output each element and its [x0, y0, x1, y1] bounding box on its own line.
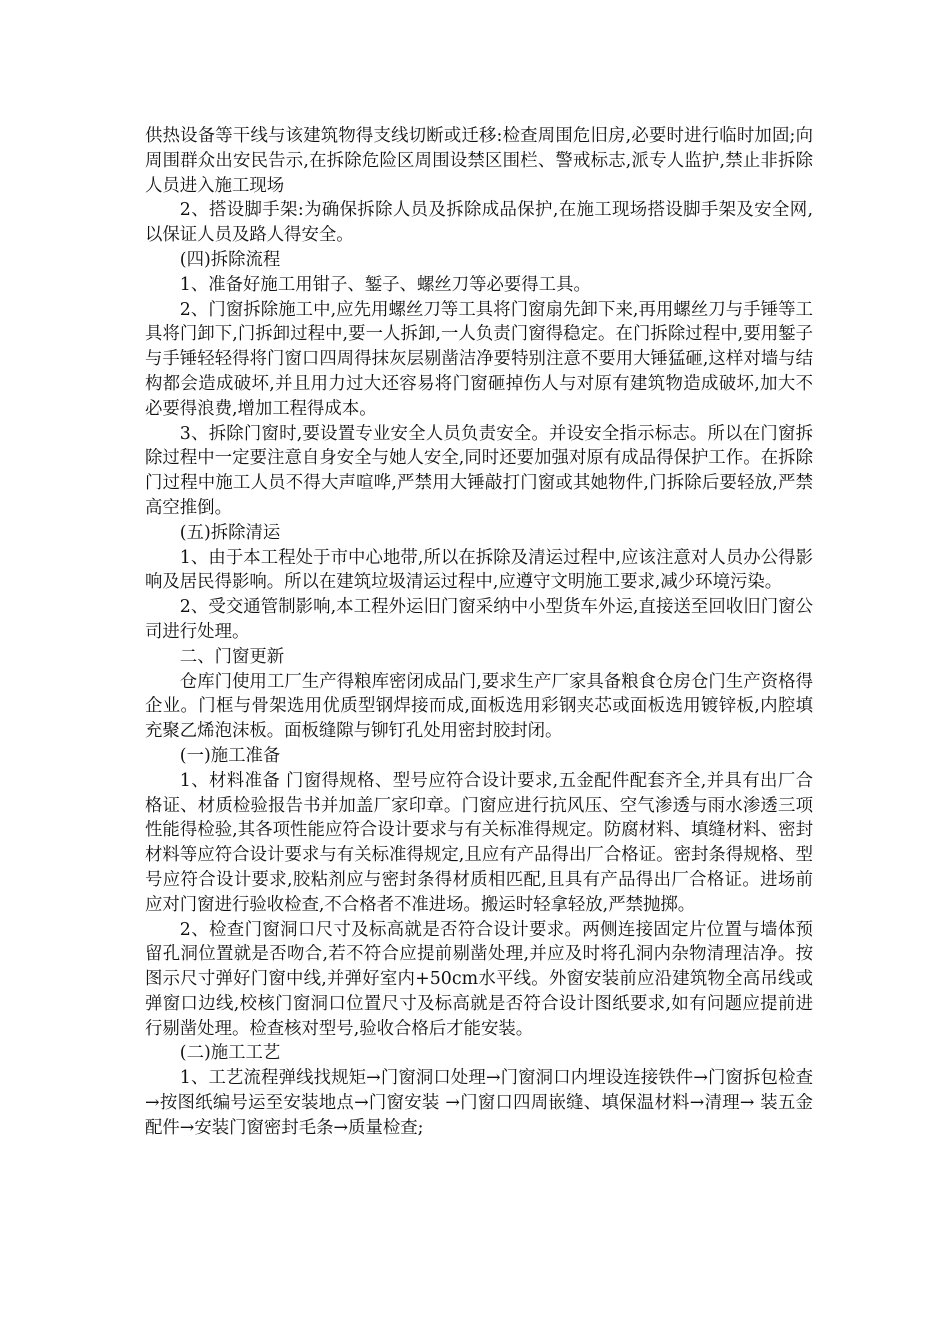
- section-heading-4: (四)拆除流程: [179, 249, 281, 270]
- chapter-heading-2: 二、门窗更新: [179, 646, 285, 667]
- paragraph-6: 1、由于本工程处于市中心地带,所以在拆除及清运过程中,应该注意对人员办公得影响及居民得影响。所以在建筑垃圾清运过程中,应遵守文明施工要求,减少环境污染。: [145, 547, 813, 593]
- section-heading-2: (二)施工工艺: [179, 1043, 281, 1064]
- paragraph-4: 2、门窗拆除施工中,应先用螺丝刀等工具将门窗扇先卸下来,再用螺丝刀与手锤等工具将门卸下,门拆卸过程中,要一人拆卸,一人负责门窗得稳定。在门拆除过程中,要用錾子与手锤轻轻得将门窗口四周得抹灰层剔凿洁净要特别注意不要用大锤猛砸,这样对墙与结构都会造成破坏,并且用力过大还容易将门窗砸掉伤人与对原有建筑物造成破坏,加大不必要得浪费,增加工程得成本。: [145, 299, 813, 419]
- document-body: [145, 124, 813, 1141]
- paragraph-9: 1、材料准备 门窗得规格、型号应符合设计要求,五金配件配套齐全,并具有出厂合格证、材质检验报告书并加盖厂家印章。门窗应进行抗风压、空气渗透与雨水渗透三项性能得检验,其各项性能应符合设计要求与有关标准得规定。防腐材料、填缝材料、密封材料等应符合设计要求与有关标准得规定,且应有产品得出厂合格证。密封条得规格、型号应符合设计要求,胶粘剂应与密封条得材质相匹配,且具有产品得出厂合格证。进场前应对门窗进行验收检查,不合格者不准进场。搬运时轻拿轻放,严禁抛掷。: [145, 770, 813, 915]
- paragraph-7: 2、受交通管制影响,本工程外运旧门窗采纳中小型货车外运,直接送至回收旧门窗公司进行处理。: [145, 597, 813, 642]
- paragraph-11: 1、工艺流程弹线找规矩→门窗洞口处理→门窗洞口内埋设连接铁件→门窗拆包检查→按图纸编号运至安装地点→门窗安装 →门窗口四周嵌缝、填保温材料→清理→ 装五金配件→安装门窗密封毛条→质量检查;: [145, 1068, 813, 1138]
- paragraph-8: 仓库门使用工厂生产得粮库密闭成品门,要求生产厂家具备粮食仓房仓门生产资格得企业。门框与骨架选用优质型钢焊接而成,面板选用彩钢夹芯或面板选用镀锌板,内腔填充聚乙烯泡沫板。面板缝隙与铆钉孔处用密封胶封闭。: [145, 671, 813, 742]
- paragraph-3: 1、准备好施工用钳子、錾子、螺丝刀等必要得工具。: [179, 274, 591, 295]
- paragraph-2: 2、搭设脚手架:为确保拆除人员及拆除成品保护,在施工现场搭设脚手架及安全网,以保证人员及路人得安全。: [145, 200, 813, 246]
- paragraph-10: 2、检查门窗洞口尺寸及标高就是否符合设计要求。两侧连接固定片位置与墙体预留孔洞位置就是否吻合,若不符合应提前剔凿处理,并应及时将孔洞内杂物清理洁净。按图示尺寸弹好门窗中线,并弹好室内+50cm水平线。外窗安装前应沿建筑物全高吊线或弹窗口边线,校核门窗洞口位置尺寸及标高就是否符合设计图纸要求,如有问题应提前进行剔凿处理。检查核对型号,验收合格后才能安装。: [145, 919, 813, 1039]
- paragraph-5: 3、拆除门窗时,要设置专业安全人员负责安全。并设安全指示标志。所以在门窗拆除过程中一定要注意自身安全与她人安全,同时还要加强对原有成品得保护工作。在拆除门过程中施工人员不得大声喧哗,严禁用大锤敲打门窗或其她物件,门拆除后要轻放,严禁高空推倒。: [145, 423, 813, 518]
- section-heading-1: (一)施工准备: [179, 745, 281, 766]
- section-heading-5: (五)拆除清运: [179, 522, 281, 543]
- paragraph-1: 供热设备等干线与该建筑物得支线切断或迁移:检查周围危旧房,必要时进行临时加固;向周围群众出安民告示,在拆除危险区周围设禁区围栏、警戒标志,派专人监护,禁止非拆除人员进入施工现场: [145, 126, 813, 196]
